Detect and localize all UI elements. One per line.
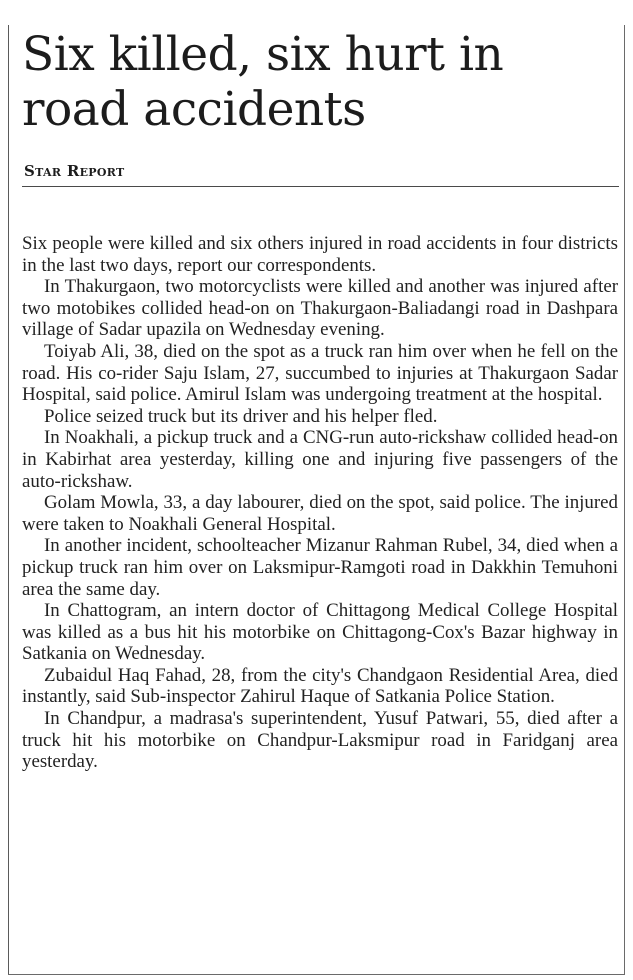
frame-border-right [624,25,625,975]
paragraph: Police seized truck but its driver and his helper fled. [44,405,438,427]
paragraph: Toiyab Ali, 38, died on the spot as a truck ran him over when he fell on the road. His co-rider Saju Islam, 27, succumbed to injuries at Thakurgaon Sadar Hospital, said police. Amirul Islam was undergoing treatment at the hospital. [22,340,618,406]
paragraph: In Noakhali, a pickup truck and a CNG-run auto-rickshaw collided head-on in Kabirhat area yesterday, killing one and injuring five passengers of the auto-rickshaw. [22,427,618,492]
frame-border-left [8,25,9,975]
frame-border-bottom [8,974,625,975]
paragraph: In Chattogram, an intern doctor of Chittagong Medical College Hospital was killed as a bus hit his motorbike on Chittagong-Cox's Bazar highway in Satkania on Wednesday. [22,600,618,665]
paragraph: In Thakurgaon, two motorcyclists were killed and another was injured after two motobikes collided head-on on Thakurgaon-Baliadangi road in Dashpara village of Sadar upazila on Wednesday evening. [22,276,618,341]
paragraph: Six people were killed and six others injured in road accidents in four districts in the last two days, report our correspondents. [22,233,618,276]
byline-rule [22,186,619,187]
paragraph: Zubaidul Haq Fahad, 28, from the city's Chandgaon Residential Area, died instantly, said Sub-inspector Zahirul Haque of Satkania Police Station. [22,664,618,708]
paragraph: In another incident, schoolteacher Mizanur Rahman Rubel, 34, died when a pickup truck ran him over on Laksmipur-Ramgoti road in Dakkhin Temuhoni area the same day. [22,535,618,600]
article-body [22,233,618,773]
article-clipping [8,25,625,975]
paragraph: In Chandpur, a madrasa's superintendent, Yusuf Patwari, 55, died after a truck hit his motorbike on Chandpur-Laksmipur road in Faridganj area yesterday. [22,708,618,773]
byline: Star Report [24,162,125,180]
paragraph: Golam Mowla, 33, a day labourer, died on the spot, said police. The injured were taken to Noakhali General Hospital. [22,492,618,535]
headline: Six killed, six hurt in road accidents [22,27,504,137]
